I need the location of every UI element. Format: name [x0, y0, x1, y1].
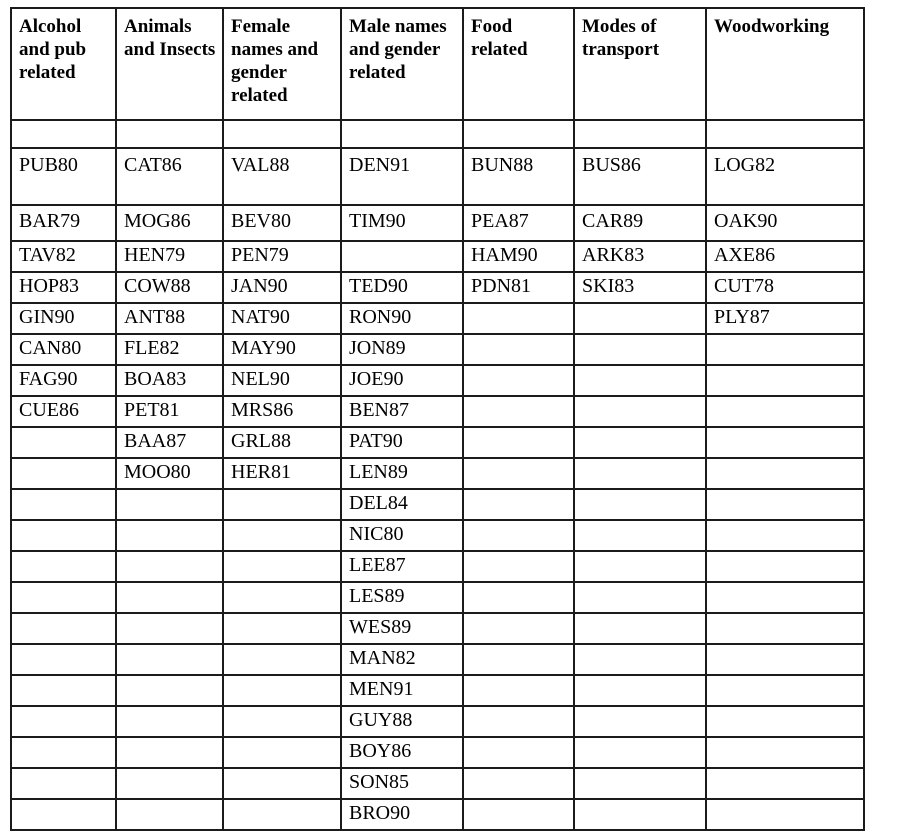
table-cell	[223, 768, 341, 799]
table-cell	[116, 489, 223, 520]
table-cell: WES89	[341, 613, 463, 644]
table-cell: BAA87	[116, 427, 223, 458]
table-cell	[223, 582, 341, 613]
table-cell: CAR89	[574, 205, 706, 241]
table-cell	[574, 520, 706, 551]
table-cell: MAY90	[223, 334, 341, 365]
table-cell	[116, 799, 223, 830]
table-cell: BOA83	[116, 365, 223, 396]
table-cell: BUN88	[463, 148, 574, 205]
table-cell: VAL88	[223, 148, 341, 205]
table-row	[11, 205, 864, 241]
table-cell	[574, 799, 706, 830]
table-row	[11, 241, 864, 272]
table-cell	[574, 675, 706, 706]
table-cell	[706, 644, 864, 675]
table-cell: MOO80	[116, 458, 223, 489]
table-row	[11, 706, 864, 737]
table-cell	[706, 799, 864, 830]
table-cell: BEN87	[341, 396, 463, 427]
table-cell	[706, 613, 864, 644]
table-row	[11, 396, 864, 427]
column-header-female-names: Female names and gender related	[223, 8, 341, 120]
table-cell	[116, 582, 223, 613]
table-cell: FAG90	[11, 365, 116, 396]
table-cell: HER81	[223, 458, 341, 489]
table-row	[11, 799, 864, 830]
table-cell	[11, 737, 116, 768]
table-cell	[11, 551, 116, 582]
table-row	[11, 675, 864, 706]
table-cell: PLY87	[706, 303, 864, 334]
table-cell	[11, 458, 116, 489]
table-cell	[223, 644, 341, 675]
table-cell: SKI83	[574, 272, 706, 303]
table-cell: COW88	[116, 272, 223, 303]
table-cell	[463, 644, 574, 675]
table-cell	[706, 396, 864, 427]
table-cell: PAT90	[341, 427, 463, 458]
table-cell	[706, 120, 864, 148]
table-cell	[574, 303, 706, 334]
table-cell	[116, 706, 223, 737]
table-cell: PEN79	[223, 241, 341, 272]
table-row	[11, 365, 864, 396]
table-cell	[574, 489, 706, 520]
table-cell	[706, 458, 864, 489]
table-cell	[463, 582, 574, 613]
table-cell	[11, 706, 116, 737]
table-cell	[341, 241, 463, 272]
table-cell: NAT90	[223, 303, 341, 334]
table-cell: ANT88	[116, 303, 223, 334]
table-cell	[463, 120, 574, 148]
table-cell: DEL84	[341, 489, 463, 520]
table-cell: LEE87	[341, 551, 463, 582]
table-row	[11, 613, 864, 644]
table-cell	[706, 675, 864, 706]
table-cell	[574, 458, 706, 489]
table-cell: PUB80	[11, 148, 116, 205]
table-cell	[223, 489, 341, 520]
table-row	[11, 520, 864, 551]
table-cell	[463, 489, 574, 520]
table-cell	[11, 120, 116, 148]
table-row	[11, 148, 864, 205]
table-cell	[574, 706, 706, 737]
table-cell	[11, 644, 116, 675]
table-cell: BAR79	[11, 205, 116, 241]
table-cell	[463, 458, 574, 489]
table-cell: PEA87	[463, 205, 574, 241]
column-header-animals-insects: Animals and Insects	[116, 8, 223, 120]
table-cell	[11, 799, 116, 830]
table-cell	[574, 737, 706, 768]
table-cell: CUE86	[11, 396, 116, 427]
category-code-table	[10, 7, 865, 831]
table-cell	[116, 768, 223, 799]
table-cell: TAV82	[11, 241, 116, 272]
table-cell	[223, 551, 341, 582]
table-row	[11, 582, 864, 613]
table-cell: GRL88	[223, 427, 341, 458]
table-cell	[11, 613, 116, 644]
table-cell	[463, 427, 574, 458]
table-cell: MAN82	[341, 644, 463, 675]
table-cell	[11, 675, 116, 706]
table-cell	[116, 120, 223, 148]
table-cell: BRO90	[341, 799, 463, 830]
table-cell	[706, 489, 864, 520]
table-row	[11, 458, 864, 489]
table-cell	[223, 120, 341, 148]
table-cell	[463, 303, 574, 334]
table-cell	[574, 365, 706, 396]
table-cell	[463, 551, 574, 582]
table-cell: DEN91	[341, 148, 463, 205]
table-cell	[116, 551, 223, 582]
table-cell	[706, 737, 864, 768]
table-cell	[463, 768, 574, 799]
table-cell: NEL90	[223, 365, 341, 396]
table-cell: GUY88	[341, 706, 463, 737]
table-cell	[11, 427, 116, 458]
table-cell	[574, 334, 706, 365]
table-row	[11, 489, 864, 520]
table-cell: MEN91	[341, 675, 463, 706]
table-cell	[574, 644, 706, 675]
table-cell	[574, 120, 706, 148]
table-cell: JAN90	[223, 272, 341, 303]
table-cell: JON89	[341, 334, 463, 365]
table-cell	[574, 768, 706, 799]
column-header-transport: Modes of transport	[574, 8, 706, 120]
table-cell	[223, 613, 341, 644]
table-cell	[574, 582, 706, 613]
table-cell	[706, 551, 864, 582]
table-cell: JOE90	[341, 365, 463, 396]
table-cell: GIN90	[11, 303, 116, 334]
table-cell	[706, 520, 864, 551]
table-cell: HEN79	[116, 241, 223, 272]
table-row	[11, 737, 864, 768]
table-cell: MOG86	[116, 205, 223, 241]
table-cell: LEN89	[341, 458, 463, 489]
table-cell: BOY86	[341, 737, 463, 768]
table-cell	[116, 675, 223, 706]
table-cell	[463, 396, 574, 427]
table-cell	[463, 365, 574, 396]
table-cell	[116, 644, 223, 675]
table-cell	[706, 365, 864, 396]
table-cell	[706, 334, 864, 365]
table-cell: CAN80	[11, 334, 116, 365]
table-cell	[116, 613, 223, 644]
table-cell	[223, 706, 341, 737]
table-cell: PET81	[116, 396, 223, 427]
table-cell: BEV80	[223, 205, 341, 241]
table-cell	[223, 675, 341, 706]
table-cell	[574, 427, 706, 458]
table-cell: RON90	[341, 303, 463, 334]
table-cell	[706, 427, 864, 458]
table-cell	[463, 675, 574, 706]
table-cell	[706, 768, 864, 799]
table-row	[11, 768, 864, 799]
table-cell	[574, 396, 706, 427]
table-cell: ARK83	[574, 241, 706, 272]
column-header-food: Food related	[463, 8, 574, 120]
table-cell: LES89	[341, 582, 463, 613]
table-row	[11, 334, 864, 365]
column-header-male-names: Male names and gender related	[341, 8, 463, 120]
table-cell: PDN81	[463, 272, 574, 303]
table-cell: CUT78	[706, 272, 864, 303]
table-cell	[463, 520, 574, 551]
table-cell	[116, 520, 223, 551]
table-cell	[11, 489, 116, 520]
table-cell: FLE82	[116, 334, 223, 365]
table-cell	[574, 613, 706, 644]
table-row	[11, 551, 864, 582]
table-cell	[463, 706, 574, 737]
table-cell	[11, 582, 116, 613]
table-cell: NIC80	[341, 520, 463, 551]
table-cell: LOG82	[706, 148, 864, 205]
table-cell	[223, 799, 341, 830]
table-cell: BUS86	[574, 148, 706, 205]
table-cell	[11, 520, 116, 551]
table-row	[11, 120, 864, 148]
table-cell	[463, 613, 574, 644]
column-header-alcohol-pub: Alcohol and pub related	[11, 8, 116, 120]
column-header-woodworking: Woodworking	[706, 8, 864, 120]
table-cell	[574, 551, 706, 582]
table-cell	[341, 120, 463, 148]
table-cell	[223, 520, 341, 551]
table-row	[11, 644, 864, 675]
table-cell: HOP83	[11, 272, 116, 303]
table-cell: MRS86	[223, 396, 341, 427]
table-row	[11, 272, 864, 303]
table-row	[11, 427, 864, 458]
table-cell: CAT86	[116, 148, 223, 205]
table-header-row	[11, 8, 864, 120]
table-cell: TIM90	[341, 205, 463, 241]
table-cell: TED90	[341, 272, 463, 303]
table-cell	[463, 737, 574, 768]
table-row	[11, 303, 864, 334]
table-cell	[463, 799, 574, 830]
table-cell: OAK90	[706, 205, 864, 241]
table-cell: SON85	[341, 768, 463, 799]
table-cell	[116, 737, 223, 768]
table-cell	[11, 768, 116, 799]
table-cell: HAM90	[463, 241, 574, 272]
table-cell: AXE86	[706, 241, 864, 272]
table-cell	[463, 334, 574, 365]
table-cell	[706, 706, 864, 737]
table-cell	[706, 582, 864, 613]
table-cell	[223, 737, 341, 768]
